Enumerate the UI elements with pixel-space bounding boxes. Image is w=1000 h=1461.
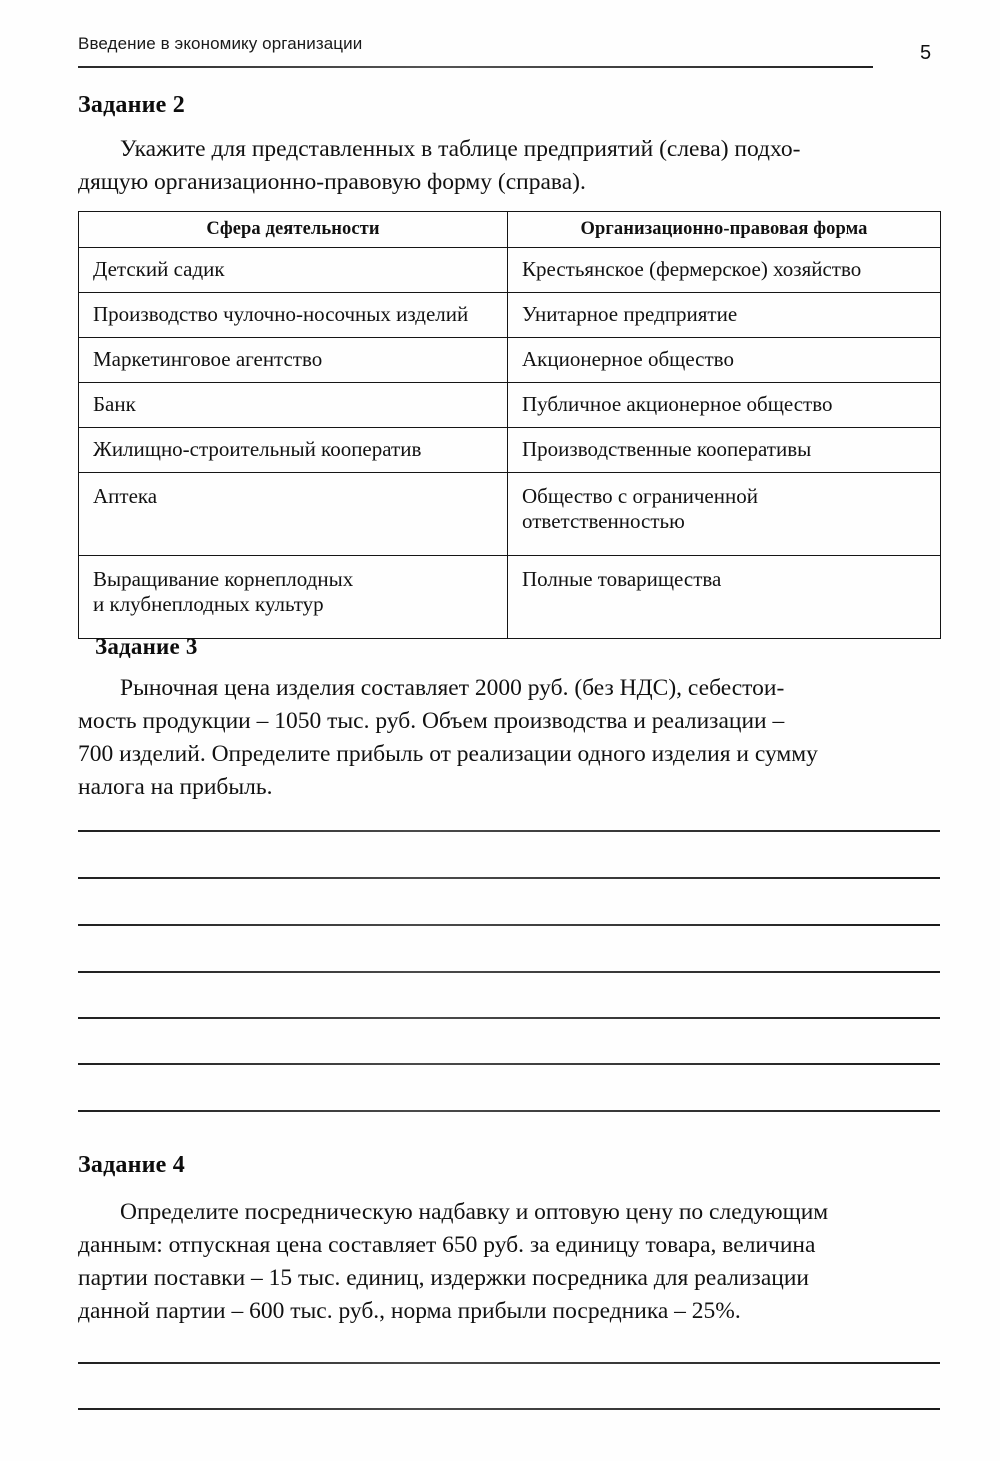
cell-form-line-1: Общество с ограниченной	[522, 484, 758, 508]
running-head	[78, 34, 938, 64]
cell-activity-line-2: и клубнеплодных культур	[93, 592, 324, 616]
task-3-line-1: Рыночная цена изделия составляет 2000 руб. (без НДС), себестои-	[120, 675, 785, 701]
column-header-form: Организационно-правовая форма	[508, 212, 941, 248]
task-3-line-3: 700 изделий. Определите прибыль от реализации одного изделия и сумму	[78, 741, 818, 767]
cell-form: Публичное акционерное общество	[508, 383, 941, 428]
answer-line	[78, 1017, 940, 1019]
answer-line	[78, 1408, 940, 1410]
table-row	[79, 293, 941, 338]
task-4-text	[78, 1196, 940, 1328]
task-4-line-4: данной партии – 600 тыс. руб., норма прибыли посредника – 25%.	[78, 1298, 741, 1324]
task-4-heading: Задание 4	[78, 1152, 185, 1178]
table-row	[79, 383, 941, 428]
answer-line	[78, 971, 940, 973]
task-4-line-1: Определите посредническую надбавку и оптовую цену по следующим	[120, 1199, 829, 1225]
running-head-title: Введение в экономику организации	[78, 34, 363, 53]
task-2-instruction	[78, 133, 940, 199]
cell-form-line-2: ответственностью	[522, 509, 685, 533]
task-4-line-2: данным: отпускная цена составляет 650 руб. за единицу товара, величина	[78, 1232, 816, 1258]
task-2-heading: Задание 2	[78, 92, 185, 118]
answer-line	[78, 830, 940, 832]
table-row	[79, 338, 941, 383]
cell-form: Акционерное общество	[508, 338, 941, 383]
table-header-row	[79, 212, 941, 248]
task-3-line-2: мость продукции – 1050 тыс. руб. Объем производства и реализации –	[78, 708, 785, 734]
cell-activity: Маркетинговое агентство	[79, 338, 508, 383]
answer-line	[78, 1063, 940, 1065]
answer-line	[78, 1362, 940, 1364]
table-row	[79, 473, 941, 556]
task-4-line-3: партии поставки – 15 тыс. единиц, издержки посредника для реализации	[78, 1265, 809, 1291]
cell-activity	[79, 556, 508, 639]
task-3-text	[78, 672, 940, 804]
table-row	[79, 556, 941, 639]
cell-activity: Детский садик	[79, 248, 508, 293]
table-row	[79, 428, 941, 473]
task-3-heading: Задание 3	[95, 634, 198, 659]
answer-line	[78, 1110, 940, 1112]
task-2-instruction-line-1: Укажите для представленных в таблице предприятий (слева) подхо-	[120, 136, 801, 162]
answer-line	[78, 877, 940, 879]
running-head-rule	[78, 66, 873, 68]
task-3-line-4: налога на прибыль.	[78, 774, 273, 800]
cell-activity-line-1: Выращивание корнеплодных	[93, 567, 354, 591]
cell-form: Унитарное предприятие	[508, 293, 941, 338]
page-number: 5	[920, 42, 932, 64]
cell-activity: Жилищно-строительный кооператив	[79, 428, 508, 473]
organizational-forms-table	[78, 211, 941, 639]
task-2-instruction-line-2: дящую организационно-правовую форму (справа).	[78, 169, 586, 195]
column-header-activity: Сфера деятельности	[79, 212, 508, 248]
cell-form: Производственные кооперативы	[508, 428, 941, 473]
cell-form: Крестьянское (фермерское) хозяйство	[508, 248, 941, 293]
cell-activity: Аптека	[79, 473, 508, 556]
cell-activity: Банк	[79, 383, 508, 428]
table-row	[79, 248, 941, 293]
cell-form: Полные товарищества	[508, 556, 941, 639]
cell-form	[508, 473, 941, 556]
cell-activity: Производство чулочно-носочных изделий	[79, 293, 508, 338]
answer-line	[78, 924, 940, 926]
